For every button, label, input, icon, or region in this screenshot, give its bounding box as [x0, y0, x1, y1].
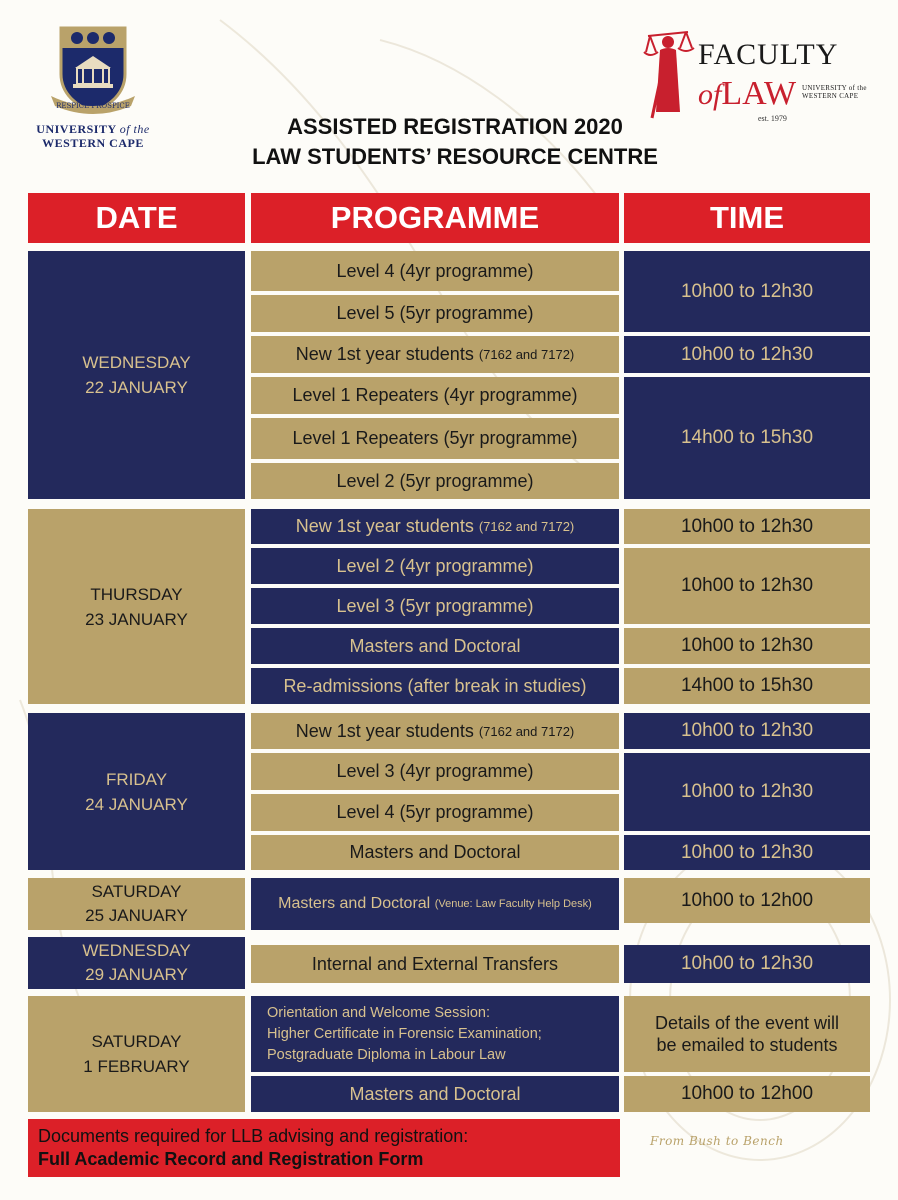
programme-label: New 1st year students: [295, 344, 474, 364]
date-cell: [28, 509, 245, 704]
programme-cell: [251, 336, 619, 373]
date-cell: [28, 251, 245, 499]
time-cell: 10h00 to 12h30: [624, 713, 870, 749]
time-cell: 14h00 to 15h30: [624, 668, 870, 704]
programme-note: (7162 and 7172): [478, 347, 575, 362]
date-day: 29 JANUARY: [85, 965, 188, 984]
law-logo-faculty: FACULTY: [698, 38, 839, 71]
time-cell: 10h00 to 12h30: [624, 251, 870, 332]
date-cell: [28, 878, 245, 930]
time-cell: 10h00 to 12h30: [624, 945, 870, 983]
law-logo-uni-line1: UNIVERSITY of the: [802, 84, 867, 92]
date-weekday: FRIDAY: [105, 769, 168, 789]
programme-cell: Level 2 (5yr programme): [251, 463, 619, 499]
documents-required-line1: Documents required for LLB advising and registration:: [38, 1126, 469, 1146]
title-line1: ASSISTED REGISTRATION 2020: [287, 114, 623, 139]
programme-note: (Venue: Law Faculty Help Desk): [434, 898, 592, 910]
date-weekday: SATURDAY: [91, 1032, 182, 1051]
programme-cell: Level 1 Repeaters (5yr programme): [251, 418, 619, 459]
date-cell: [28, 713, 245, 870]
time-cell: 10h00 to 12h30: [624, 336, 870, 373]
header-time: TIME: [624, 193, 870, 243]
programme-cell: Masters and Doctoral: [251, 1076, 619, 1112]
law-logo-of-law: [698, 74, 796, 115]
date-weekday: SATURDAY: [91, 882, 182, 901]
programme-cell: Level 4 (5yr programme): [251, 794, 619, 831]
orientation-cell: [251, 996, 619, 1072]
orientation-line: Orientation and Welcome Session:: [267, 1004, 490, 1021]
uwc-crest-icon: [47, 22, 139, 118]
time-cell: 10h00 to 12h30: [624, 628, 870, 664]
date-weekday: WEDNESDAY: [82, 353, 191, 372]
time-cell: 10h00 to 12h30: [624, 753, 870, 831]
programme-cell: Internal and External Transfers: [251, 945, 619, 983]
programme-cell: Level 4 (4yr programme): [251, 251, 619, 291]
orientation-line: Higher Certificate in Forensic Examination;: [267, 1025, 542, 1042]
programme-cell: Level 3 (4yr programme): [251, 753, 619, 790]
date-day: 1 FEBRUARY: [83, 1057, 190, 1076]
date-day: 24 JANUARY: [85, 794, 188, 814]
details-line: be emailed to students: [656, 1035, 838, 1055]
programme-cell: Masters and Doctoral: [251, 835, 619, 870]
date-day: 25 JANUARY: [85, 906, 188, 925]
date-weekday: THURSDAY: [90, 584, 183, 604]
law-logo-uni-line2: WESTERN CAPE: [802, 92, 859, 100]
date-cell: [28, 996, 245, 1112]
programme-note: (7162 and 7172): [478, 723, 575, 739]
title-line2: LAW STUDENTS’ RESOURCE CENTRE: [252, 144, 658, 169]
documents-required-banner: [28, 1119, 620, 1177]
uwc-name-italic: of the: [119, 122, 150, 136]
time-cell: 14h00 to 15h30: [624, 377, 870, 499]
programme-cell: [251, 713, 619, 749]
uwc-name-line2: WESTERN CAPE: [42, 136, 144, 150]
programme-label: New 1st year students: [295, 516, 474, 536]
programme-cell: Re-admissions (after break in studies): [251, 668, 619, 704]
date-cell: [28, 937, 245, 989]
programme-cell: Level 1 Repeaters (4yr programme): [251, 377, 619, 414]
programme-label: Masters and Doctoral: [278, 895, 431, 912]
programme-cell: Masters and Doctoral: [251, 628, 619, 664]
law-logo-of: of: [698, 78, 722, 111]
page-title: [200, 112, 710, 172]
uwc-name: [28, 122, 158, 150]
motto-text: From Bush to Bench: [650, 1134, 784, 1148]
time-cell: 10h00 to 12h30: [624, 548, 870, 624]
details-cell: [624, 996, 870, 1072]
uwc-ribbon-text: RESPICE PROSPICE: [56, 102, 130, 110]
time-cell: 10h00 to 12h30: [624, 509, 870, 544]
date-weekday: WEDNESDAY: [82, 941, 191, 960]
time-cell: 10h00 to 12h30: [624, 835, 870, 870]
programme-cell: [251, 878, 619, 930]
programme-cell: [251, 509, 619, 544]
header-date: DATE: [28, 193, 245, 243]
documents-required-line2: Full Academic Record and Registration Form: [38, 1149, 424, 1169]
date-day: 22 JANUARY: [85, 378, 188, 397]
header-programme: PROGRAMME: [251, 193, 619, 243]
orientation-line: Postgraduate Diploma in Labour Law: [267, 1046, 506, 1063]
programme-label: New 1st year students: [295, 720, 474, 741]
details-line: Details of the event will: [654, 1013, 840, 1033]
programme-cell: Level 2 (4yr programme): [251, 548, 619, 584]
law-logo-university: [802, 84, 867, 100]
programme-cell: Level 5 (5yr programme): [251, 295, 619, 332]
time-cell: 10h00 to 12h00: [624, 1076, 870, 1112]
law-logo-est: est. 1979: [758, 114, 787, 123]
programme-note: (7162 and 7172): [478, 519, 575, 534]
law-logo-law: LAW: [721, 75, 797, 112]
date-day: 23 JANUARY: [85, 609, 188, 629]
time-cell: 10h00 to 12h00: [624, 878, 870, 923]
lady-justice-icon: [640, 22, 696, 122]
programme-cell: Level 3 (5yr programme): [251, 588, 619, 624]
uwc-name-line1: UNIVERSITY: [36, 122, 117, 136]
uwc-logo: [28, 22, 158, 162]
